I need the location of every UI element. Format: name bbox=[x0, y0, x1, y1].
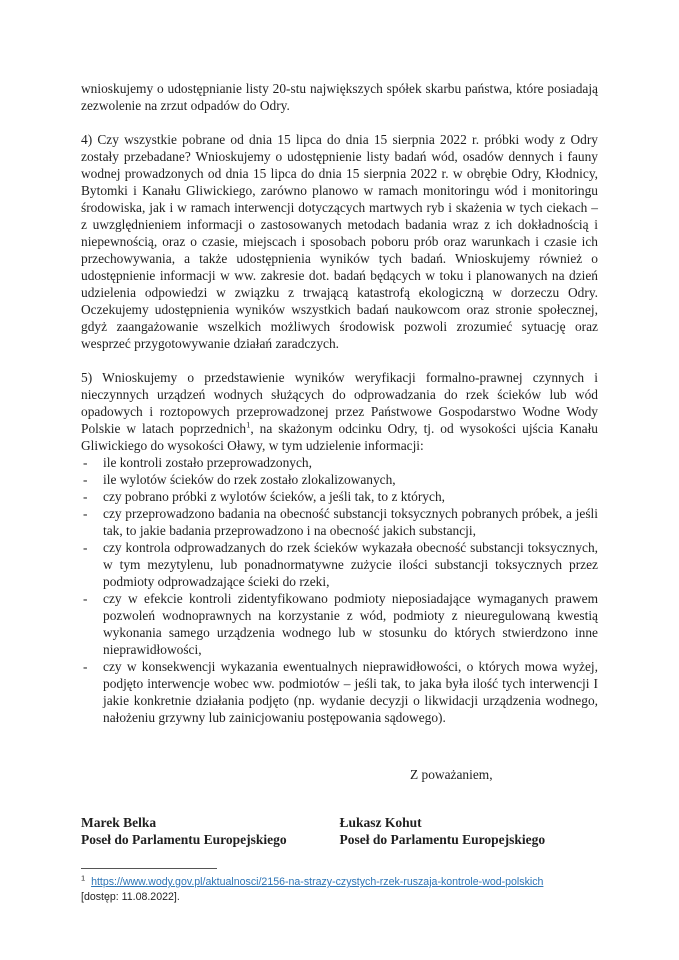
list-item-text: ile wylotów ścieków do rzek zostało zlokalizowanych, bbox=[103, 472, 396, 487]
bullet-dash: - bbox=[83, 591, 88, 606]
signature-marek-belka bbox=[81, 815, 340, 848]
footnote-link[interactable]: https://www.wody.gov.pl/aktualnosci/2156-na-strazy-czystych-rzek-ruszaja-kontrole-wod-polskich bbox=[91, 876, 544, 888]
list-item bbox=[81, 539, 598, 590]
bullet-dash: - bbox=[83, 659, 88, 674]
list-item bbox=[81, 454, 598, 471]
list-item bbox=[81, 471, 598, 488]
request-list bbox=[81, 454, 598, 726]
list-item-text: czy pobrano próbki z wylotów ścieków, a jeśli tak, to z których, bbox=[103, 489, 445, 504]
signatory-name: Łukasz Kohut bbox=[339, 815, 422, 830]
list-item-text: czy przeprowadzono badania na obecność substancji toksycznych pobranych próbek, a jeśli tak, to jakie badania przeprowadzono i na obecność jakich substancji, bbox=[103, 506, 598, 538]
bullet-dash: - bbox=[83, 455, 88, 470]
list-item-text: ile kontroli zostało przeprowadzonych, bbox=[103, 455, 312, 470]
footnote-divider bbox=[81, 868, 217, 869]
list-item bbox=[81, 488, 598, 505]
signatory-name: Marek Belka bbox=[81, 815, 157, 830]
list-item bbox=[81, 505, 598, 539]
footnote bbox=[81, 868, 598, 905]
closing-salutation: Z poważaniem, bbox=[410, 767, 493, 782]
paragraph-4: 4) Czy wszystkie pobrane od dnia 15 lipca do dnia 15 sierpnia 2022 r. próbki wody z Odry zostały przebadane? Wnioskujemy o udostępnienie listy badań wód, osadów dennych i fauny wodnej prowadzonych od dnia 15 lipca do dnia 15 sierpnia 2022 r. w obrębie Odry, Kłodnicy, Bytomki i Kanału Gliwickiego, zarówno planowo w ramach monitoringu wód i monitoringu środowiska, jak i w ramach interwencji dotyczących martwych ryb i skażenia w tych ciekach – z uwzględnieniem informacji o zastosowanych metodach badania wraz z ich dokładnością i niepewnością, oraz o czasie, miejscach i sposobach poboru prób oraz warunkach i czasie ich przechowywania, a także udostępnienia wyników tych badań. Wnioskujemy również o udostępnienie informacji w ww. zakresie dot. badań będących w toku i planowanych na dzień udzielenia odpowiedzi w związku z trwającą katastrofą ekologiczną w dorzeczu Odry. Oczekujemy udostępnienia wyników wszystkich badań naukowcom oraz stronie społecznej, gdyż zaangażowanie wszelkich możliwych środowisk pozwoli zrozumieć sytuację oraz wesprzeć przygotowywanie działań zaradczych. bbox=[81, 132, 598, 351]
signature-lukasz-kohut bbox=[340, 815, 599, 848]
bullet-dash: - bbox=[83, 472, 88, 487]
paragraph-5-intro bbox=[81, 369, 598, 454]
footnote-reference: 1 bbox=[246, 419, 251, 430]
list-item-text: czy w konsekwencji wykazania ewentualnych nieprawidłowości, o których mowa wyżej, podjęto interwencje wobec ww. podmiotów – jeśli tak, to jaka była ilość tych interwencji I jakie konkretnie działania podjęto (np. wydanie decyzji o likwidacji urządzenia wodnego, nałożeniu grzywny lub zainicjowaniu postępowania sądowego). bbox=[103, 659, 598, 725]
bullet-dash: - bbox=[83, 506, 88, 521]
list-item-text: czy kontrola odprowadzanych do rzek ścieków wykazała obecność substancji toksycznych, w tym mezytylenu, lub ponadnormatywne zużycie ilości substancji toksycznych przez podmioty odprowadzające ścieki do rzeki, bbox=[103, 540, 598, 589]
footnote-access-date: [dostęp: 11.08.2022]. bbox=[81, 891, 180, 903]
paragraph-5-text-before: 5) Wnioskujemy o przedstawienie wyników weryfikacji formalno-prawnej czynnych i nieczynnych urządzeń wodnych służących do odprowadzania do rzek ścieków lub wód opadowych i roztopowych przeprowadzonej przez Państwowe Gospodarstwo Wodne Wody Polskie w latach poprzednich bbox=[81, 370, 598, 436]
paragraph-5-text-after: , na skażonym odcinku Odry, tj. od wysokości ujścia Kanału Gliwickiego do wysokości Oławy, w tym udzielenie informacji: bbox=[81, 421, 599, 453]
list-item bbox=[81, 590, 598, 658]
list-item bbox=[81, 658, 598, 726]
bullet-dash: - bbox=[83, 540, 88, 555]
signatory-title: Poseł do Parlamentu Europejskiego bbox=[339, 831, 546, 847]
signature-block bbox=[81, 815, 598, 848]
paragraph-intro: wnioskujemy o udostępnianie listy 20-stu największych spółek skarbu państwa, które posiadają zezwolenie na zrzut odpadów do Odry. bbox=[81, 81, 598, 113]
bullet-dash: - bbox=[83, 489, 88, 504]
signatory-title: Poseł do Parlamentu Europejskiego bbox=[81, 831, 287, 847]
footnote-marker: 1 bbox=[81, 873, 86, 883]
list-item-text: czy w efekcie kontroli zidentyfikowano podmioty nieposiadające wymaganych prawem pozwoleń wodnoprawnych na korzystanie z wód, podmioty z nieuregulowaną kwestią wykonania samego urządzenia wodnego lub w stosunku do których stwierdzono inne nieprawidłowości, bbox=[103, 591, 598, 657]
